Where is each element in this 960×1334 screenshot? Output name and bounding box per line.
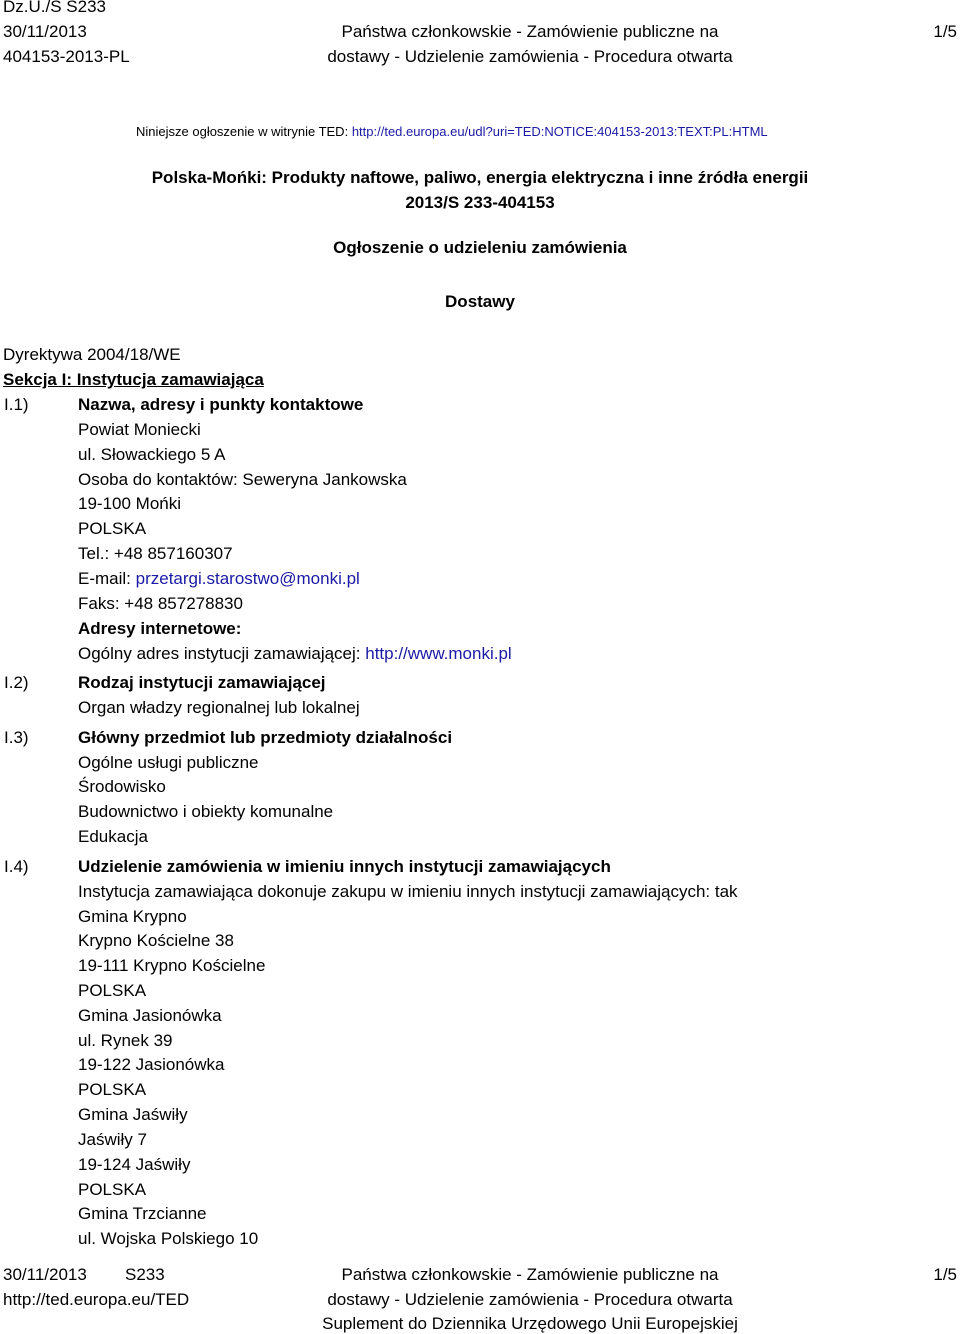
org-country: POLSKA bbox=[78, 519, 147, 538]
header-category-line1: Państwa członkowskie - Zamówienie publiczne na bbox=[341, 22, 719, 41]
behalf-line: 19-111 Krypno Kościelne bbox=[78, 956, 266, 975]
org-postcode: 19-100 Mońki bbox=[78, 494, 182, 513]
behalf-line: Krypno Kościelne 38 bbox=[78, 931, 234, 950]
header-notice-number: 404153-2013-PL bbox=[3, 47, 130, 66]
footer-date: 30/11/2013 bbox=[3, 1265, 87, 1284]
org-name: Powiat Moniecki bbox=[78, 420, 201, 439]
behalf-line: Gmina Krypno bbox=[78, 907, 187, 926]
notice-online bbox=[136, 124, 768, 139]
notice-type: Ogłoszenie o udzieleniu zamówienia bbox=[333, 238, 627, 257]
section-number: I.2) bbox=[4, 673, 29, 692]
section-number: I.3) bbox=[4, 728, 29, 747]
notice-title: Polska-Mońki: Produkty naftowe, paliwo, energia elektryczna i inne źródła energii bbox=[151, 168, 809, 187]
header-date: 30/11/2013 bbox=[3, 22, 87, 41]
header-journal-ref: Dz.U./S S233 bbox=[3, 0, 106, 16]
section-heading-i2: Rodzaj instytucji zamawiającej bbox=[78, 673, 326, 692]
notice-reference: 2013/S 233-404153 bbox=[405, 193, 555, 212]
section-heading-i3: Główny przedmiot lub przedmioty działalności bbox=[78, 728, 453, 747]
footer-category-line2: dostawy - Udzielenie zamówienia - Procedura otwarta bbox=[327, 1290, 733, 1309]
footer-supplement: Suplement do Dziennika Urzędowego Unii Europejskiej bbox=[322, 1314, 738, 1333]
org-fax: Faks: +48 857278830 bbox=[78, 594, 243, 613]
authority-type: Organ władzy regionalnej lub lokalnej bbox=[78, 698, 360, 717]
behalf-line: Instytucja zamawiająca dokonuje zakupu w imieniu innych instytucji zamawiających: tak bbox=[78, 882, 738, 901]
footer-url: http://ted.europa.eu/TED bbox=[3, 1290, 190, 1309]
behalf-line: Jaświły 7 bbox=[78, 1130, 147, 1149]
header-category-line2: dostawy - Udzielenie zamówienia - Procedura otwarta bbox=[327, 47, 733, 66]
org-tel: Tel.: +48 857160307 bbox=[78, 544, 233, 563]
notice-label: Niniejsze ogłoszenie w witrynie TED: bbox=[136, 124, 349, 139]
section-heading-i4: Udzielenie zamówienia w imieniu innych instytucji zamawiających bbox=[78, 857, 611, 876]
web-link[interactable]: http://www.monki.pl bbox=[365, 644, 512, 663]
behalf-line: POLSKA bbox=[78, 1080, 147, 1099]
contract-type: Dostawy bbox=[445, 292, 515, 311]
behalf-line: POLSKA bbox=[78, 981, 147, 1000]
contact-person: Osoba do kontaktów: Seweryna Jankowska bbox=[78, 470, 407, 489]
behalf-line: Gmina Jasionówka bbox=[78, 1006, 222, 1025]
section-number: I.4) bbox=[4, 857, 29, 876]
notice-url-link[interactable]: http://ted.europa.eu/udl?uri=TED:NOTICE:404153-2013:TEXT:PL:HTML bbox=[351, 124, 768, 139]
footer-category-line1: Państwa członkowskie - Zamówienie publiczne na bbox=[341, 1265, 719, 1284]
behalf-line: 19-124 Jaświły bbox=[78, 1155, 191, 1174]
behalf-line: ul. Wojska Polskiego 10 bbox=[78, 1229, 259, 1248]
section-heading-i1: Nazwa, adresy i punkty kontaktowe bbox=[78, 395, 364, 414]
footer-page-number: 1/5 bbox=[933, 1265, 957, 1284]
activity-item: Środowisko bbox=[78, 777, 166, 796]
org-web bbox=[78, 644, 512, 664]
directive: Dyrektywa 2004/18/WE bbox=[3, 345, 181, 364]
email-link[interactable]: przetargi.starostwo@monki.pl bbox=[135, 569, 360, 588]
web-heading: Adresy internetowe: bbox=[78, 619, 242, 638]
header-page-number: 1/5 bbox=[933, 22, 957, 41]
behalf-line: POLSKA bbox=[78, 1180, 147, 1199]
activity-item: Budownictwo i obiekty komunalne bbox=[78, 802, 334, 821]
email-label: E-mail: bbox=[78, 569, 131, 588]
behalf-line: 19-122 Jasionówka bbox=[78, 1055, 225, 1074]
section-number: I.1) bbox=[4, 395, 29, 414]
behalf-line: Gmina Trzcianne bbox=[78, 1204, 207, 1223]
org-street: ul. Słowackiego 5 A bbox=[78, 445, 226, 464]
web-label: Ogólny adres instytucji zamawiającej: bbox=[78, 644, 361, 663]
activity-item: Edukacja bbox=[78, 827, 148, 846]
section-heading: Sekcja I: Instytucja zamawiająca bbox=[3, 370, 264, 389]
footer-code: S233 bbox=[125, 1265, 165, 1284]
behalf-line: ul. Rynek 39 bbox=[78, 1031, 173, 1050]
org-email bbox=[78, 569, 360, 589]
behalf-line: Gmina Jaświły bbox=[78, 1105, 188, 1124]
activity-item: Ogólne usługi publiczne bbox=[78, 753, 259, 772]
